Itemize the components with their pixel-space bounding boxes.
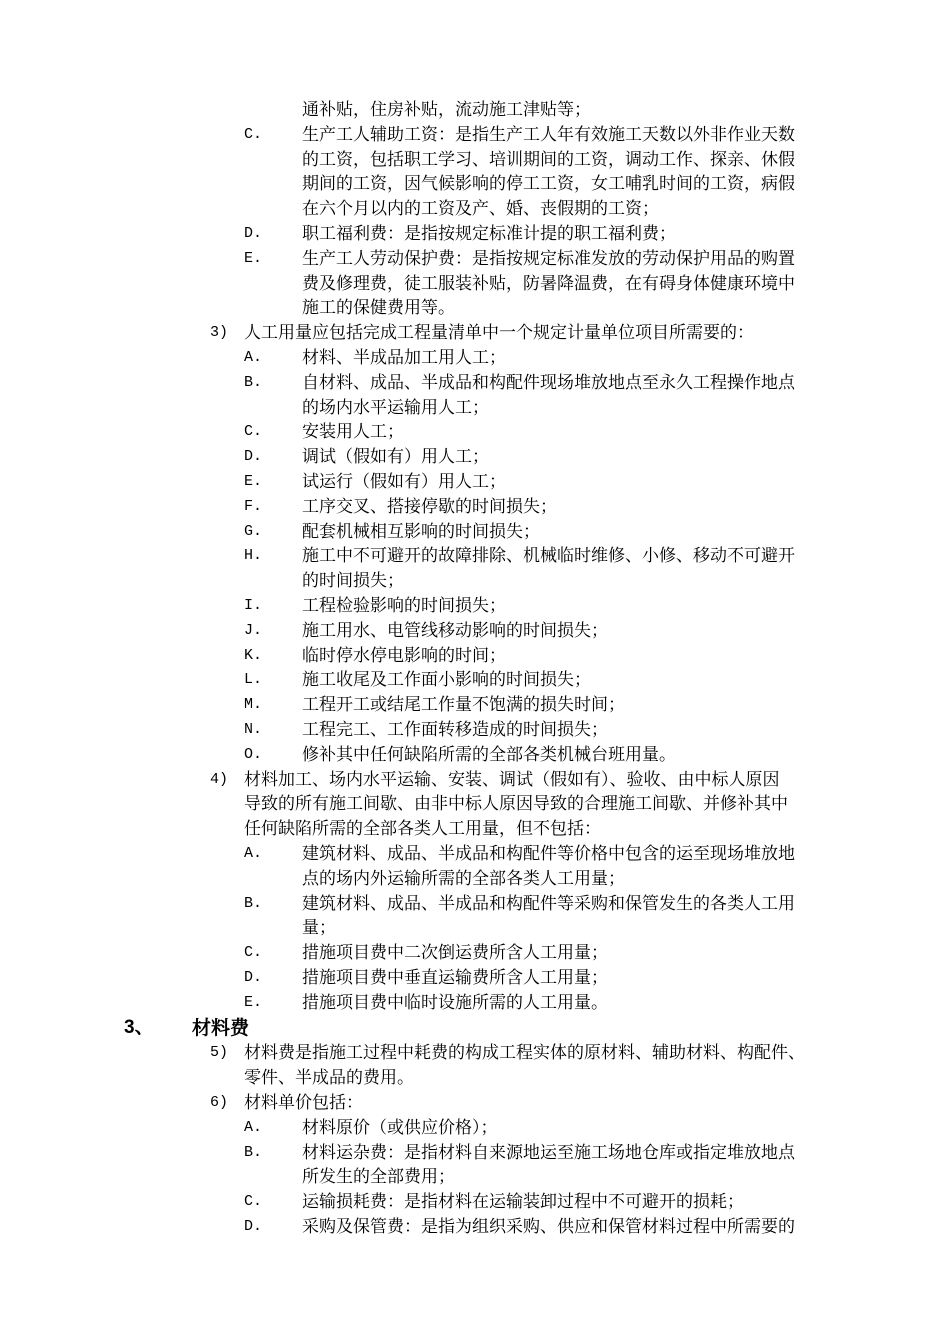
list-item-text: 修补其中任何缺陷所需的全部各类机械台班用量。	[302, 744, 676, 765]
list-item-text: 材料运杂费：是指材料自来源地运至施工场地仓库或指定堆放地点	[302, 1142, 795, 1163]
list-item-text: 施工的保健费用等。	[302, 298, 455, 319]
list-marker: C.	[244, 1193, 263, 1211]
list-item	[0, 346, 950, 371]
list-item-text: 措施项目费中垂直运输费所含人工用量；	[302, 967, 608, 988]
list-item-text: 的场内水平运输用人工；	[302, 397, 489, 418]
list-item	[0, 321, 950, 346]
list-item-text: 的工资，包括职工学习、培训期间的工资，调动工作、探亲、休假	[302, 149, 795, 170]
list-item-text: 工程检验影响的时间损失；	[302, 595, 506, 616]
list-item-text: 措施项目费中临时设施所需的人工用量。	[302, 992, 608, 1013]
list-marker: I.	[244, 596, 263, 614]
list-item-text: 措施项目费中二次倒运费所含人工用量；	[302, 943, 608, 964]
text-continuation-line	[0, 916, 950, 941]
list-marker: 3)	[210, 324, 229, 342]
list-item-text: 在六个月以内的工资及产、婚、丧假期的工资；	[302, 199, 659, 220]
text-continuation-line	[0, 867, 950, 892]
list-item	[0, 520, 950, 545]
list-item	[0, 693, 950, 718]
list-item-text: 的时间损失；	[302, 571, 404, 592]
list-marker: D.	[244, 1218, 263, 1236]
list-item-text: 通补贴，住房补贴，流动施工津贴等；	[302, 100, 591, 120]
list-marker: L.	[244, 671, 263, 689]
list-item-text: 工程完工、工作面转移造成的时间损失；	[302, 719, 608, 740]
list-item	[0, 743, 950, 768]
list-item	[0, 1141, 950, 1166]
list-marker: B.	[244, 894, 263, 912]
text-continuation-line	[0, 98, 950, 123]
list-item	[0, 247, 950, 272]
list-marker: D.	[244, 448, 263, 466]
list-marker: M.	[244, 696, 263, 714]
list-item	[0, 619, 950, 644]
list-item	[0, 941, 950, 966]
list-item-text: 施工用水、电管线移动影响的时间损失；	[302, 620, 608, 641]
list-item-text: 点的场内外运输所需的全部各类人工用量；	[302, 868, 625, 889]
list-item-text: 材料原价（或供应价格）；	[302, 1117, 498, 1138]
list-item-text: 配套机械相互影响的时间损失；	[302, 521, 540, 542]
list-item-text: 建筑材料、成品、半成品和构配件等价格中包含的运至现场堆放地	[302, 843, 795, 864]
list-item-text: 施工中不可避开的故障排除、机械临时维修、小修、移动不可避开	[302, 546, 795, 567]
list-marker: 6)	[210, 1094, 229, 1112]
list-marker: O.	[244, 745, 263, 763]
list-item-text: 材料加工、场内水平运输、安装、调试（假如有）、验收、由中标人原因	[244, 769, 780, 790]
list-marker: A.	[244, 844, 263, 862]
list-item-text: 工序交叉、搭接停歇的时间损失；	[302, 496, 557, 517]
list-item-text: 生产工人劳动保护费：是指按规定标准发放的劳动保护用品的购置	[302, 248, 795, 269]
list-marker: D.	[244, 224, 263, 242]
section-heading	[0, 1015, 950, 1041]
list-item-text: 安装用人工；	[302, 422, 404, 443]
list-marker: E.	[244, 249, 263, 267]
list-item	[0, 768, 950, 793]
list-item-text: 施工收尾及工作面小影响的时间损失；	[302, 670, 591, 691]
list-item	[0, 445, 950, 470]
list-item	[0, 991, 950, 1016]
list-marker: B.	[244, 1143, 263, 1161]
list-marker: B.	[244, 373, 263, 391]
text-continuation-line	[0, 296, 950, 321]
list-marker: A.	[244, 1118, 263, 1136]
list-item	[0, 123, 950, 148]
list-item-text: 零件、半成品的费用。	[244, 1068, 414, 1089]
list-item-text: 调试（假如有）用人工；	[302, 447, 489, 468]
list-item	[0, 222, 950, 247]
text-continuation-line	[0, 197, 950, 222]
list-item-text: 自材料、成品、半成品和构配件现场堆放地点至永久工程操作地点	[302, 372, 795, 393]
list-marker: E.	[244, 993, 263, 1011]
list-item	[0, 668, 950, 693]
list-item-text: 工程开工或结尾工作量不饱满的损失时间；	[302, 695, 625, 716]
section-title: 材料费	[192, 1017, 250, 1040]
list-item-text: 采购及保管费：是指为组织采购、供应和保管材料过程中所需要的	[302, 1217, 795, 1238]
list-item-text: 所发生的全部费用；	[302, 1167, 455, 1188]
text-continuation-line	[0, 172, 950, 197]
list-item-text: 职工福利费：是指按规定标准计提的职工福利费；	[302, 223, 676, 244]
list-item-text: 导致的所有施工间歇、由非中标人原因导致的合理施工间歇、并修补其中	[244, 794, 788, 815]
list-item	[0, 420, 950, 445]
list-marker: E.	[244, 472, 263, 490]
list-marker: H.	[244, 547, 263, 565]
list-item-text: 期间的工资，因气候影响的停工工资，女工哺乳时间的工资，病假	[302, 174, 795, 195]
text-continuation-line	[0, 272, 950, 297]
section-number: 3、	[124, 1017, 154, 1039]
list-marker: 4)	[210, 770, 229, 788]
list-item	[0, 842, 950, 867]
list-marker: F.	[244, 497, 263, 515]
list-item	[0, 594, 950, 619]
list-marker: G.	[244, 522, 263, 540]
list-item-text: 试运行（假如有）用人工；	[302, 471, 506, 492]
list-item	[0, 495, 950, 520]
list-marker: K.	[244, 646, 263, 664]
list-item-text: 材料、半成品加工用人工；	[302, 347, 506, 368]
list-item	[0, 1041, 950, 1066]
list-item-text: 材料费是指施工过程中耗费的构成工程实体的原材料、辅助材料、构配件、	[244, 1043, 805, 1064]
list-item-text: 临时停水停电影响的时间；	[302, 645, 506, 666]
text-continuation-line	[0, 1066, 950, 1091]
list-item	[0, 644, 950, 669]
list-item	[0, 544, 950, 569]
list-item	[0, 966, 950, 991]
list-marker: C.	[244, 944, 263, 962]
text-continuation-line	[0, 792, 950, 817]
list-item	[0, 470, 950, 495]
list-item	[0, 1190, 950, 1215]
list-marker: N.	[244, 720, 263, 738]
list-item	[0, 1091, 950, 1116]
list-marker: C.	[244, 125, 263, 143]
text-continuation-line	[0, 148, 950, 173]
list-item-text: 量；	[302, 918, 336, 939]
list-item	[0, 892, 950, 917]
list-marker: J.	[244, 621, 263, 639]
list-item-text: 建筑材料、成品、半成品和构配件等采购和保管发生的各类人工用	[302, 893, 795, 914]
list-marker: A.	[244, 348, 263, 366]
text-continuation-line	[0, 396, 950, 421]
text-continuation-line	[0, 569, 950, 594]
list-item-text: 生产工人辅助工资：是指生产工人年有效施工天数以外非作业天数	[302, 124, 795, 145]
list-marker: 5)	[210, 1044, 229, 1062]
list-item-text: 运输损耗费：是指材料在运输装卸过程中不可避开的损耗；	[302, 1192, 744, 1213]
list-item	[0, 1116, 950, 1141]
text-continuation-line	[0, 1165, 950, 1190]
document-body	[0, 98, 950, 1240]
list-item	[0, 371, 950, 396]
list-marker: D.	[244, 968, 263, 986]
text-continuation-line	[0, 817, 950, 842]
list-marker: C.	[244, 423, 263, 441]
list-item-text: 费及修理费，徒工服装补贴，防暑降温费，在有碍身体健康环境中	[302, 273, 795, 294]
list-item-text: 材料单价包括：	[244, 1093, 363, 1114]
list-item	[0, 1215, 950, 1240]
list-item	[0, 718, 950, 743]
list-item-text: 人工用量应包括完成工程量清单中一个规定计量单位项目所需要的：	[244, 323, 754, 344]
list-item-text: 任何缺陷所需的全部各类人工用量，但不包括：	[244, 819, 601, 840]
